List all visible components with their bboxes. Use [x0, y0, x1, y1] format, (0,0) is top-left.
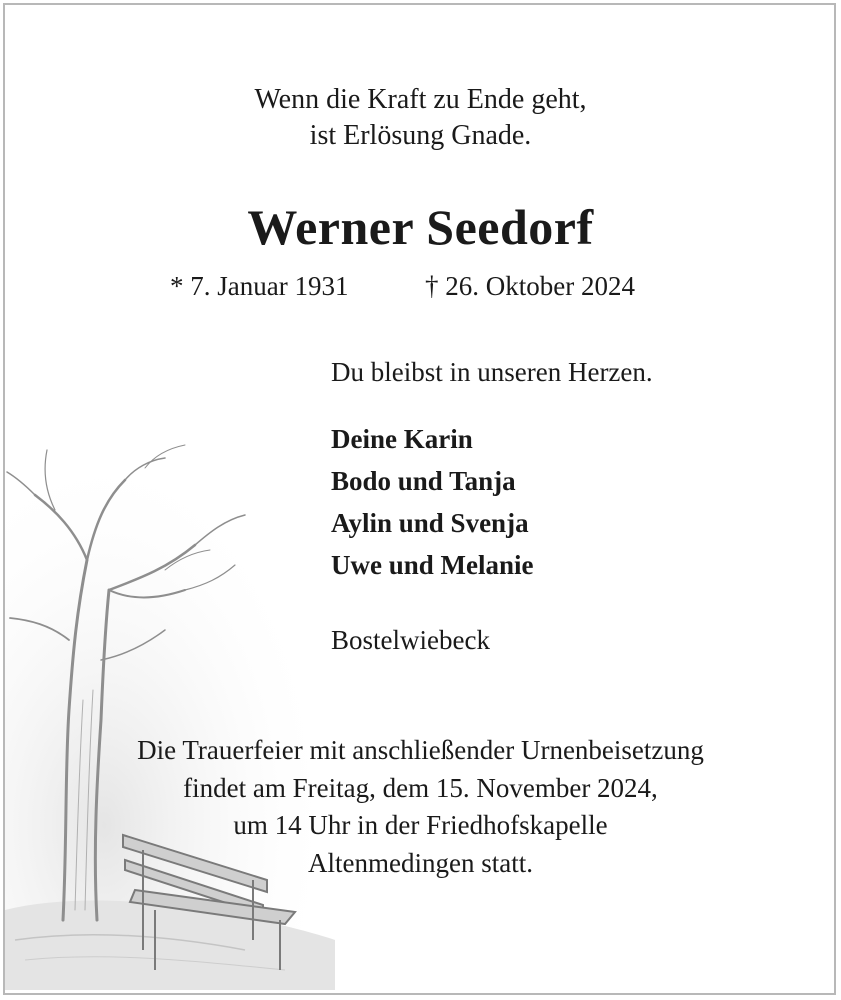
service-line: Altenmedingen statt. — [308, 847, 533, 878]
quote-line-2: ist Erlösung Gnade. — [309, 120, 532, 151]
service-line: Die Trauerfeier mit anschließender Urnenbeisetzung — [137, 735, 704, 765]
mourners-list — [331, 418, 534, 586]
mourner-name: Aylin und Svenja — [331, 508, 529, 538]
service-details — [0, 732, 841, 882]
deceased-name: Werner Seedorf — [247, 199, 594, 255]
service-line: findet am Freitag, dem 15. November 2024, — [183, 772, 658, 803]
place-name: Bostelwiebeck — [331, 625, 490, 655]
mourner-name: Deine Karin — [331, 424, 473, 454]
mourner-name: Uwe und Melanie — [331, 550, 534, 580]
mourner-name: Bodo und Tanja — [331, 466, 516, 496]
tree-and-bench-illustration — [5, 440, 335, 990]
quote-line-1: Wenn die Kraft zu Ende geht, — [254, 84, 587, 115]
death-date: † 26. Oktober 2024 — [425, 271, 635, 301]
farewell-message: Du bleibst in unseren Herzen. — [331, 357, 653, 387]
service-line: um 14 Uhr in der Friedhofskapelle — [233, 810, 608, 840]
opening-quote — [0, 82, 841, 154]
birth-date: * 7. Januar 1931 — [170, 271, 349, 301]
